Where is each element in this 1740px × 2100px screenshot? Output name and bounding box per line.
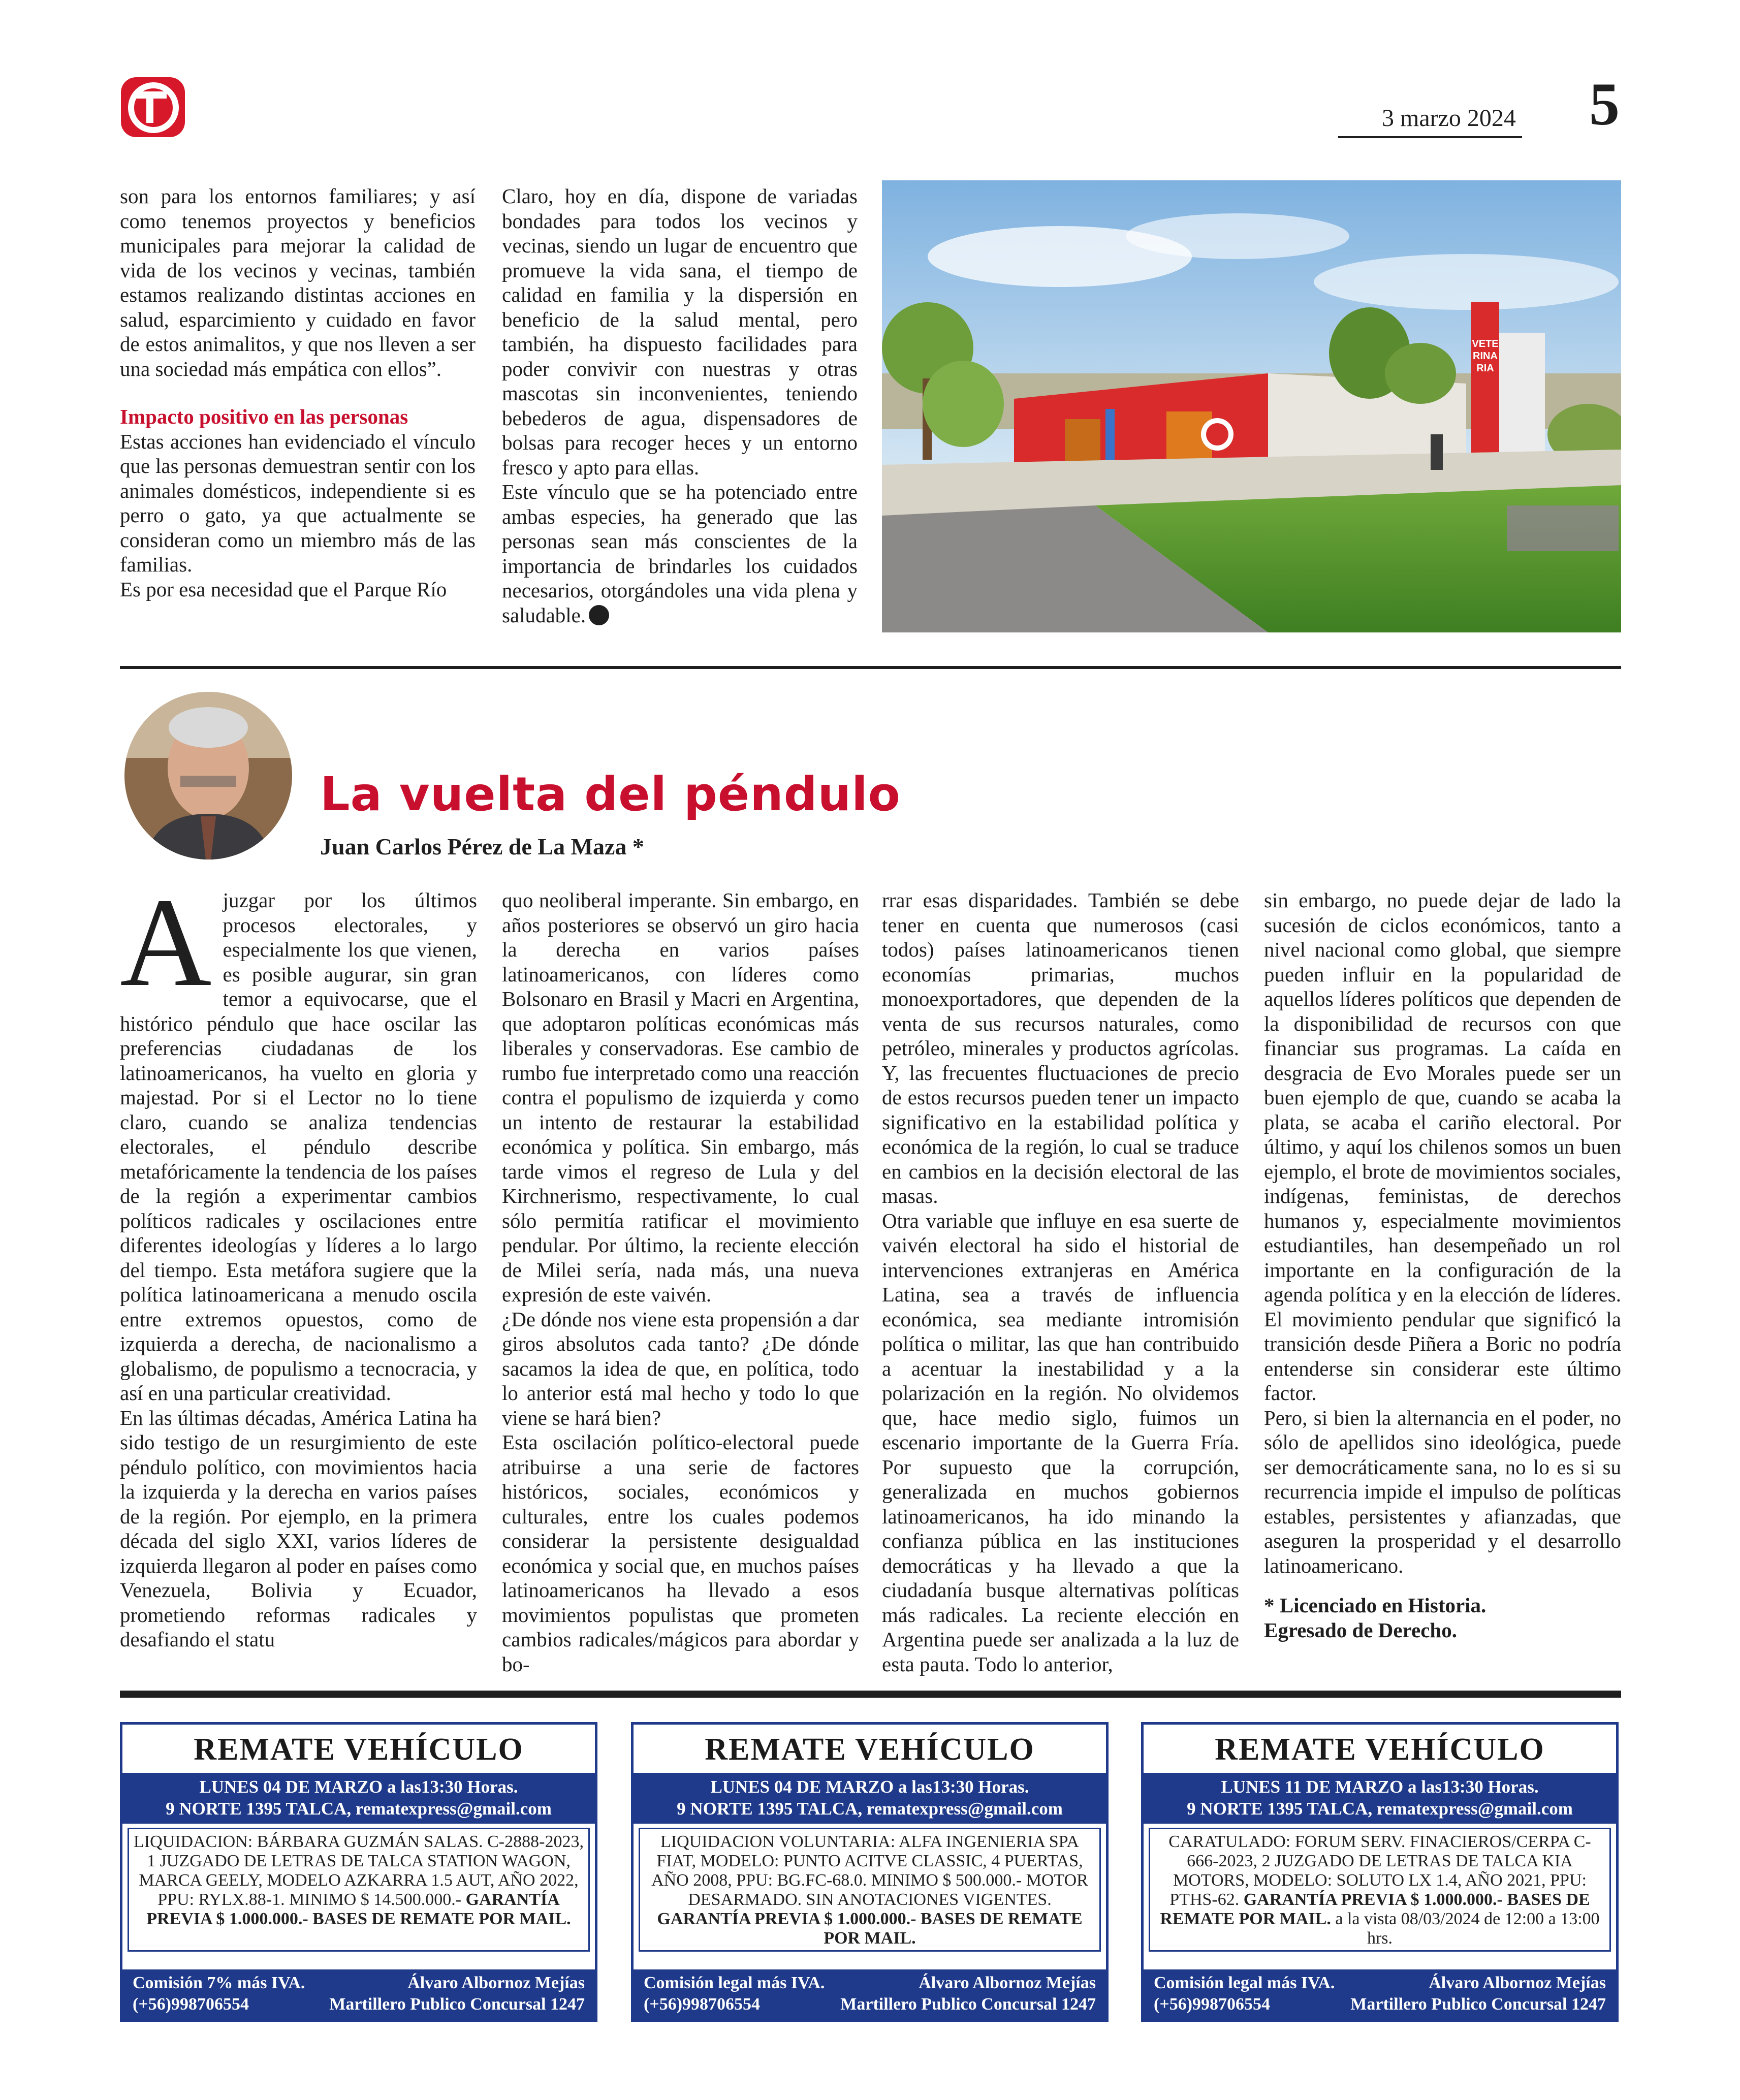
opinion-author: Juan Carlos Pérez de La Maza *	[320, 834, 644, 860]
article-paragraph: son para los entornos familiares; y así como tenemos proyectos y beneficios municipales para mejorar la calidad de vida de los vecinos y vecinas, también estamos realizando distintas acciones en salud, esparcimiento y cuidado en favor de estos animalitos, y que nos lleven a ser una sociedad más empática con ellos”.	[120, 184, 476, 380]
opinion-column-3	[882, 888, 1239, 1676]
author-credential: * Licenciado en Historia.	[1264, 1594, 1486, 1617]
article-paragraph: rrar esas disparidades. También se debe tener en cuenta que numerosos (casi todos) países latinoamericanos tienen economías primarias, muchos monoexportadores, que dependen de la venta de sus recursos naturales, como petróleo, minerales y productos agrícolas. Y, las frecuentes fluctuaciones de precio de estos recursos pueden tener un impacto significativo en la estabilidad política y económica de la región, lo cual se traduce en cambios en la decisión electoral de las masas.	[882, 888, 1239, 1207]
opinion-column-1	[120, 872, 477, 1652]
article-paragraph: Es por esa necesidad que el Parque Río	[120, 577, 447, 601]
opinion-column-2	[502, 888, 859, 1676]
article-paragraph: En las últimas décadas, América Latina ha sido testigo de un resurgimiento de este péndulo político, con movimientos hacia la izquierda y la derecha en varios países de la región. Por ejemplo, en la primera década del siglo XXI, varios líderes de izquierda llegaron al poder en países como Venezuela, Bolivia y Ecuador, prometiendo reformas radicales y desafiando el statu	[120, 1406, 477, 1651]
issue-date: 3 marzo 2024	[1382, 105, 1516, 132]
opinion-title: La vuelta del péndulo	[320, 767, 901, 821]
ad-footer: Comisión legal más IVA. Álvaro Albornoz Mejías (+56)998706554 Martillero Publico Concursal 1247	[1144, 1969, 1616, 2019]
author-photo	[124, 692, 292, 860]
ad-title: REMATE VEHÍCULO	[1215, 1732, 1545, 1767]
newspaper-logo	[120, 76, 186, 138]
clinic-rendering-image	[882, 180, 1621, 632]
article-paragraph: Otra variable que influye en esa suerte de vaivén electoral ha sido el historial de intervenciones extranjeras en América Latina, sea a través de influencia económica, sea mediante intromisión política o militar, las que han contribuido a acentuar la inestabilidad y a la polarización en la región. No olvidemos que, hace medio siglo, fuimos un escenario importante de la Guerra Fría. Por supuesto que la corrupción, generalizada en muchos gobiernos latinoamericanos, ha ido minando la confianza pública en las instituciones democráticas y ha llevado a que la ciudadanía busque alternativas políticas más radicales. La reciente elección en Argentina puede ser analizada a la luz de esta pauta. Todo lo anterior,	[882, 1208, 1239, 1676]
article-subhead: Impacto positivo en las personas	[120, 405, 408, 428]
ad-schedule: LUNES 11 DE MARZO a las13:30 Horas. 9 NORTE 1395 TALCA, rematexpress@gmail.com	[1144, 1773, 1616, 1824]
date-underline	[1338, 136, 1522, 138]
section-divider	[120, 666, 1621, 669]
article-paragraph: Pero, si bien la alternancia en el poder, no sólo de apellidos sino ideológica, puede ser democráticamente sana, no lo es si su recurrencia impide el impulso de políticas estables, persistentes y afianzadas, que aseguren la prosperidad y el desarrollo latinoamericano.	[1264, 1406, 1621, 1577]
article-paragraph: ¿De dónde nos viene esta propensión a dar giros absolutos cada tanto? ¿De dónde sacamos la idea de que, en política, todo lo anterior está mal hecho y todo lo que viene se hará bien?	[502, 1307, 859, 1429]
article-paragraph: Este vínculo que se ha potenciado entre ambas especies, ha generado que las personas sean más conscientes de la importancia de brindarles los cuidados necesarios, otorgándoles una vida plena y saludable.	[502, 480, 858, 627]
article-paragraph: Estas acciones han evidenciado el vínculo que las personas demuestran sentir con los animales domésticos, independiente si es perro o gato, ya que actualmente se consideran como un miembro más de las familias.	[120, 429, 476, 576]
article-paragraph: Esta oscilación político-electoral puede atribuirse a una serie de factores históricos, sociales, económicos y culturales, entre los cuales podemos considerar la persistente desigualdad económica y social que, en muchos países latinoamericanos ha llevado a esos movimientos populistas que prometen cambios radicales/mágicos para abordar y bo-	[502, 1430, 859, 1676]
ad-title: REMATE VEHÍCULO	[194, 1732, 524, 1767]
top-article-column-1	[120, 184, 476, 601]
ad-title: REMATE VEHÍCULO	[705, 1732, 1035, 1767]
opinion-column-4	[1264, 888, 1621, 1642]
end-of-article-dot	[589, 605, 609, 625]
article-paragraph: Ajuzgar por los últimos procesos electorales, y especialmente los que vienen, es posible augurar, sin gran temor a equivocarse, que el histórico péndulo que hace oscilar las preferencias ciudadanas de los latinoamericanos, ha vuelto en gloria y majestad. Por si el Lector no lo tiene claro, cuando se analiza tendencias electorales, el péndulo describe metafóricamente la tendencia de los países de la región a experimentar cambios políticos radicales y oscilaciones entre diferentes ideologías y líderes a lo largo del tiempo. Esta metáfora sugiere que la política latinoamericana a menudo oscila entre extremos opuestos, como de izquierda a derecha, de nacionalismo a globalismo, de populismo a tecnocracia, y así en una particular creatividad.	[120, 872, 477, 1405]
ads-divider	[120, 1691, 1621, 1698]
ad-schedule: LUNES 04 DE MARZO a las13:30 Horas. 9 NORTE 1395 TALCA, rematexpress@gmail.com	[634, 1773, 1106, 1824]
auction-ad-1	[120, 1722, 597, 2022]
ad-footer: Comisión legal más IVA. Álvaro Albornoz Mejías (+56)998706554 Martillero Publico Concursal 1247	[634, 1969, 1106, 2019]
veterinaria-sign: VETERINARIA	[1472, 338, 1499, 374]
author-credential: Egresado de Derecho.	[1264, 1618, 1457, 1642]
article-paragraph: sin embargo, no puede dejar de lado la sucesión de ciclos económicos, tanto a nivel nacional como global, que siempre pueden influir en la popularidad de aquellos líderes políticos que dependen de la disponibilidad de recursos con que financiar sus programas. La caída en desgracia de Evo Morales puede ser un buen ejemplo de que, cuando se acaba la plata, se acaba el cariño electoral. Por último, y aquí los chilenos somos un buen ejemplo, el brote de movimientos sociales, indígenas, feministas, de derechos humanos y, especialmente movimientos estudiantiles, han desempeñado un rol importante en la configuración de la agenda política y en la elección de líderes. El movimiento pendular que significó la transición desde Piñera a Boric no podría entenderse sin considerar este último factor.	[1264, 888, 1621, 1405]
auction-ad-3	[1141, 1722, 1619, 2022]
ad-details: LIQUIDACION VOLUNTARIA: ALFA INGENIERIA SPA FIAT, MODELO: PUNTO ACITVE CLASSIC, 4 PUERTAS, AÑO 2008, PPU: BG.FC-68.0. MINIMO $ 500.000.- MOTOR DESARMADO. SIN ANOTACIONES VIGENTES. GARANTÍA PREVIA $ 1.000.000.- BASES DE REMATE POR MAIL.	[639, 1828, 1101, 1952]
ad-details: CARATULADO: FORUM SERV. FINACIEROS/CERPA C-666-2023, 2 JUZGADO DE LETRAS DE TALCA KIA MOTORS, MODELO: SOLUTO LX 1.4, AÑO 2021, PPU: PTHS-62. GARANTÍA PREVIA $ 1.000.000.- BASES DE REMATE POR MAIL. a la vista 08/03/2024 de 12:00 a 13:00 hrs.	[1149, 1828, 1611, 1952]
ad-footer: Comisión 7% más IVA. Álvaro Albornoz Mejías (+56)998706554 Martillero Publico Concursal 1247	[122, 1969, 595, 2019]
page-number: 5	[1589, 70, 1620, 138]
ad-details: LIQUIDACION: BÁRBARA GUZMÁN SALAS. C-2888-2023, 1 JUZGADO DE LETRAS DE TALCA STATION WAGON, MARCA GEELY, MODELO AZKARRA 1.5 AUT, AÑO 2022, PPU: RYLX.88-1. MINIMO $ 14.500.000.- GARANTÍA PREVIA $ 1.000.000.- BASES DE REMATE POR MAIL.	[128, 1828, 590, 1952]
drop-cap: A	[120, 872, 212, 1013]
article-paragraph: quo neoliberal imperante. Sin embargo, en años posteriores se observó un giro hacia la derecha en varios países latinoamericanos, con líderes como Bolsonaro en Brasil y Macri en Argentina, que adoptaron políticas económicas más liberales y conservadoras. Ese cambio de rumbo fue interpretado como una reacción contra el populismo de izquierda y como un intento de restaurar la estabilidad económica y política. Sin embargo, más tarde vimos el regreso de Lula y del Kirchnerismo, respectivamente, lo cual sólo permitía ratificar el movimiento pendular. Por último, la reciente elección de Milei sería, nada más, una nueva expresión de este vaivén.	[502, 888, 859, 1306]
top-article-column-2	[502, 184, 858, 627]
auction-ad-2	[631, 1722, 1109, 2022]
article-paragraph: Claro, hoy en día, dispone de variadas bondades para todos los vecinos y vecinas, siendo un lugar de encuentro que promueve la vida sana, el tiempo de calidad en familia y la dispersión en beneficio de la salud mental, pero también, ha dispuesto facilidades para poder convivir con nuestras y otras mascotas sin inconvenientes, teniendo bebederos de agua, dispensadores de bolsas para recoger heces y un entorno fresco y apto para ellas.	[502, 184, 858, 479]
ad-schedule: LUNES 04 DE MARZO a las13:30 Horas. 9 NORTE 1395 TALCA, rematexpress@gmail.com	[122, 1773, 595, 1824]
